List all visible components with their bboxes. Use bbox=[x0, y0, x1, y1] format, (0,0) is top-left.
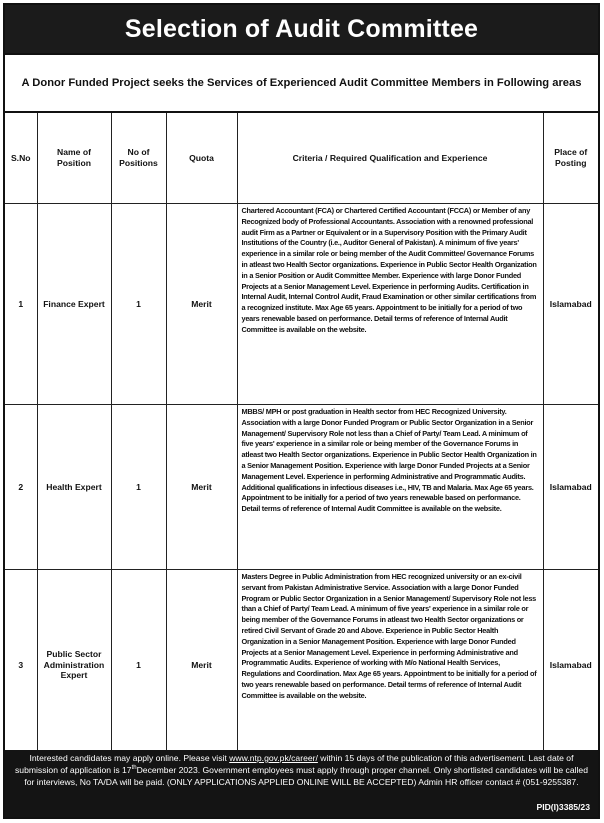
cell-criteria: Masters Degree in Public Administration from HEC recognized university or an ex-civil servant from Pakistan Administrative Service. Association with a large Donor Funded Program or Public Sector Organization in a Senior Management/ Supervisory Role not less than a Chief of Party/ Team Lead. A minimum of five years' experience in a similar role or being member of the Governance Forums in atleast two Health Sector organizations or retired Civil Servant of Grade 20 and Above. Experience in Public Sector Health Organization in a Senior Management Position. Experience with large Donor Funded Projects at a Senior Management Level. Experience in performing Administrative and Programmatic Audits. Experience of working with M/o National Health Services, Regulations and Coordination. Max Age 65 years. Appointment to be initially for a period of two years renewable based on performance. Detail terms of reference of Internal Audit Committee is available on the website. bbox=[237, 570, 543, 761]
table-row bbox=[5, 570, 598, 761]
footer-text-deadline: within 15 days of the publication of this advertisement. Last date of submission of application is 17 bbox=[15, 753, 574, 775]
cell-place: Islamabad bbox=[543, 570, 598, 761]
positions-table bbox=[5, 113, 598, 761]
column-header-position: Name of Position bbox=[37, 113, 111, 204]
career-link[interactable]: www.ntp.gov.pk/career/ bbox=[229, 753, 318, 763]
column-header-positions: No of Positions bbox=[111, 113, 166, 204]
subtitle: A Donor Funded Project seeks the Services of Experienced Audit Committee Members in Following areas bbox=[5, 55, 598, 113]
cell-sno: 1 bbox=[5, 204, 37, 405]
cell-quota: Merit bbox=[166, 204, 237, 405]
column-header-quota: Quota bbox=[166, 113, 237, 204]
cell-place: Islamabad bbox=[543, 405, 598, 570]
cell-position: Finance Expert bbox=[37, 204, 111, 405]
cell-quota: Merit bbox=[166, 570, 237, 761]
footer-text-intro: Interested candidates may apply online. Please visit bbox=[29, 753, 230, 763]
date-ordinal: th bbox=[131, 764, 137, 771]
cell-sno: 2 bbox=[5, 405, 37, 570]
pid-number: PID(I)3385/23 bbox=[536, 802, 590, 813]
cell-sno: 3 bbox=[5, 570, 37, 761]
table-row bbox=[5, 405, 598, 570]
cell-quota: Merit bbox=[166, 405, 237, 570]
table-header-row bbox=[5, 113, 598, 204]
cell-position: Health Expert bbox=[37, 405, 111, 570]
title-bar bbox=[5, 5, 598, 55]
cell-criteria: Chartered Accountant (FCA) or Chartered Certified Accountant (FCCA) or Member of any Recognized body of Professional Accountants. Association with a renowned professional audit Firm as a Partner or Equivalent or in a Supervisory Position with the Primary Audit Institutions of the Country (i.e., Auditor General of Pakistan). A minimum of five years' experience in a similar role or being member of the Audit Committee/ Governance Forums in atleast two Health Sector organizations. Experience in Public Sector Health Organization in a Senior Position or Audit Committee Member. Experience with large Donor Funded Projects at a Senior Management Level. Experience in performing Audits. Certification in Internal Audit, Internal Control Audit, Fraud Examination or other similar certifications from a recognized institute. Max Age 65 years. Appointment to be initially for a period of two years renewable based on performance. Detail terms of reference of Internal Audit Committee is available on the website. bbox=[237, 204, 543, 405]
page-title: Selection of Audit Committee bbox=[124, 14, 479, 43]
cell-position: Public Sector Administration Expert bbox=[37, 570, 111, 761]
column-header-place: Place of Posting bbox=[543, 113, 598, 204]
advertisement bbox=[3, 3, 600, 819]
cell-criteria: MBBS/ MPH or post graduation in Health sector from HEC Recognized University. Association with a large Donor Funded Program or Public Sector Organization in a Senior Management/ Supervisory Role not less than a Chief of Party/ Team Lead. A minimum of five years' experience in a similar role or being member of the Governance Forums in atleast two Health Sector organizations. Experience in Public Sector Health Organization in a Senior Management Position. Experience with large Donor Funded Projects at a Senior Management Level. Experience in performing Administrative and Programmatic Audits. Additional qualifications in infectious diseases i.e., HIV, TB and Malaria. Max Age 65 years. Appointment to be initially for a period of two years renewable based on performance. Detail terms of reference of Internal Audit Committee is available on the website. bbox=[237, 405, 543, 570]
cell-positions: 1 bbox=[111, 405, 166, 570]
cell-positions: 1 bbox=[111, 204, 166, 405]
footer-text-details: December 2023. Government employees must apply through proper channel. Only shortlisted candidates will be called for interviews, No TA/DA will be paid. (ONLY APPLICATIONS APPLIED ONLINE WILL BE ACCEPTED) Admin HR officer contact # (051-9255387. bbox=[24, 764, 588, 787]
footer-notice bbox=[5, 750, 598, 817]
cell-place: Islamabad bbox=[543, 204, 598, 405]
cell-positions: 1 bbox=[111, 570, 166, 761]
column-header-sno: S.No bbox=[5, 113, 37, 204]
column-header-criteria: Criteria / Required Qualification and Experience bbox=[237, 113, 543, 204]
table-row bbox=[5, 204, 598, 405]
